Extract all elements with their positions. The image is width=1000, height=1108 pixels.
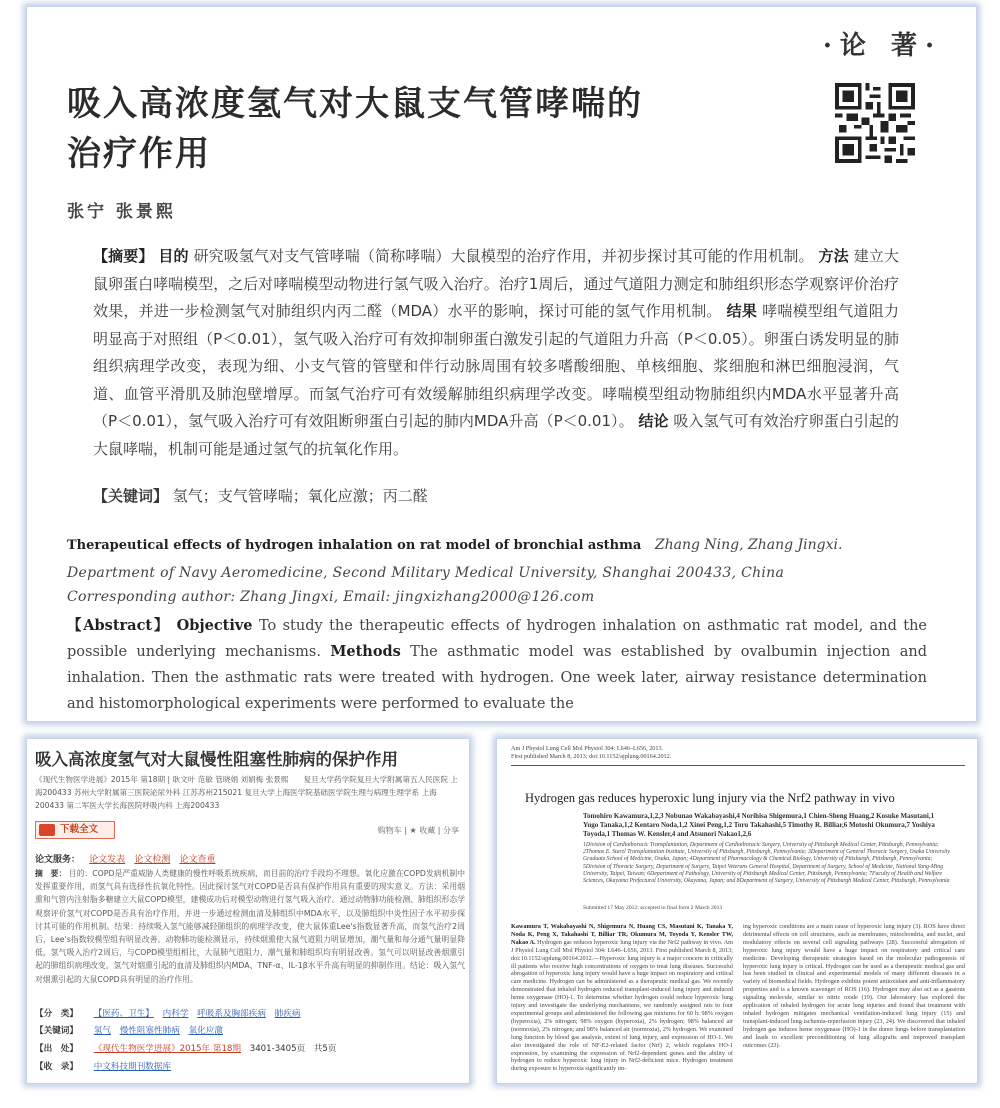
service-link[interactable]: 论文发表 [89,855,126,865]
indexed-row: 【收 录】 中文科技期刊数据库 [35,1062,172,1072]
submission-dates: Submitted 17 May 2012; accepted in final form 2 March 2013 [583,905,723,911]
english-title: Therapeutical effects of hydrogen inhalation on rat model of bronchial asthma Zhang Ning, Zhang Jingxi. [67,537,843,553]
action-tools[interactable]: 购物车 | ★ 收藏 | 分享 [377,826,459,835]
english-paper-page [496,738,978,1084]
paper-authors: Tomohiro Kawamura,1,2,3 Nobunao Wakabayashi,4 Norihisa Shigemura,1 Chien-Sheng Huang,2 Kosuke Masutani,1 Yugo Tanaka,1,2 Kentaro Noda,1,2 Xinei Peng,1,2 Toru Takahashi,5 Timothy R. Billiar,6 Motoshi Okumura,7 Yoshiya Toyoda,1 Thomas W. Kensler,4 and Atsunori Nakao1,2,6 [583,812,935,838]
header-divider [511,765,965,766]
paper-affiliations: 1Division of Cardiothoracic Transplantation, Department of Cardiothoracic Surgery, University of Pittsburgh Medical Center, Pittsburgh, Pennsylvania; 2Thomas E. Starzl Transplantation Institute, University of Pittsburgh, Pittsburgh, Pennsylvania; 3Department of General Thoracic Surgery, Osaka University Graduate School of Medicine, Osaka, Japan; 4Department of Pharmacology & Chemical Biology, University of Pittsburgh, Pittsburgh, Pennsylvania; 5Division of Thoracic Surgery, Department of Surgery, Taipei Veterans General Hospital, Department of Surgery, School of Medicine, National Yang-Ming University, Taipei, Taiwan; 6Department of Pathology, University of Pittsburgh Medical Center, Pittsburgh, Pennsylvania; 7Faculty of Health and Welfare Sciences, Okayama Prefectural University, Okayama, Japan; and 8Department of Surgery, University of Pittsburgh Medical Center, Pittsburgh, Pennsylvania [583,842,950,885]
english-corresponding-author: Corresponding author: Zhang Jingxi, Email: jingxizhang2000@126.com [67,589,595,605]
paper-authors: 张宁 张景熙 [67,202,176,222]
abstract-column: Kawamura T, Wakabayashi N, Shigemura N, Huang CS, Masutani K, Tanaka Y, Noda K, Peng X, Takahashi T, Billiar TR, Okumura M, Toyoda Y, Kensler TW, Nakao A. Hydrogen gas reduces hyperoxic lung injury via the Nrf2 pathway in vivo. Am J Physiol Lung Cell Mol Physiol 304: L646–L656, 2013. First published March 8, 2013; doi:10.1152/ajplung.00164.2012.—Hyperoxic lung injury is a major concern in critically ill patients who receive high concentrations of oxygen to treat lung diseases. Successful abrogation of hyperoxic lung injury would have a huge impact on respiratory and critical care medicine. Hydrogen can be administered as a therapeutic medical gas. We recently demonstrated that inhaled hydrogen reduced transplant-induced lung injury and induced heme oxygenase (HO)-1. To determine whether hydrogen could reduce hyperoxic lung injury and investigate the underlying mechanisms, we randomly assigned rats to four experimental groups and administered the following gas mixtures for 60 h: 98% oxygen (hyperoxia), 2% nitrogen; 98% oxygen (hyperoxia), 2% hydrogen; 98% balanced air (normoxia), 2% nitrogen; and 98% balanced air (normoxia), 2% hydrogen. We examined lung function by blood gas analysis, extent of lung injury, and expression of HO-1. We also investigated the role of NF-E2-related factor (Nrf) 2, which regulates HO-1 expression, by examining the expression of Nrf2-dependent genes and the ability of hydrogen to reduce hyperoxic lung injury in Nrf2-deficient mice. Hydrogen treatment during exposure to hyperoxia significantly im- [511,923,733,1073]
article-abstract: 摘 要： 目的：COPD是严重威胁人类健康的慢性呼吸系统疾病，而目前的治疗手段均不理想。氧化应激在COPD发病机制中发挥重要作用，而氢气具有选择性抗氧化特性。因此探讨氢气对COPD是否具有保护作用具有重要的现实意义。方法：采用烟熏和气管内注射脂多糖建立大鼠COPD模型，建模成功后对模型动物进行氢气吸入治疗。通过动物肺功能检测、肺组织形态学观察评价氢气对COPD是否具有治疗作用，并进一步通过检测血清及肺组织中MDA水平，以及肺组织中炎性因子水平初步探讨其可能的作用机制。结果：持续吸入氢气能够减轻肺组织的病理学改变，使大鼠体重Lee's指数显著升高，而氢气治疗2周后，Lee's指数较模型组有明显改善。动物肺功能检测显示，持续烟熏使大鼠气道阻力明显增加，潮气量和每分通气量明显降低，氢气吸入治疗2周后，与COPD模型组相比，大鼠肺气道阻力、潮气量和肺组织均有明显改善。氢气可以明显改善烟熏引起的肺组织病理改变。氢气对烟熏引起的血清及肺组织内MDA、TNF-α、IL-1β水平升高有明显的抑制作用。结论：吸入氢气对烟熏引起的大鼠COPD具有明显的治疗作用。 [35,869,465,984]
classification-row: 【分 类】 【医药、卫生】 内科学 呼吸系及胸部疾病 肺疾病 [35,1009,301,1019]
chinese-database-page [26,738,470,1084]
paper-title: 吸入高浓度氢气对大鼠支气管哮喘的 治疗作用 [67,84,643,174]
service-link[interactable]: 论文查重 [179,855,216,865]
service-link[interactable]: 论文检测 [134,855,171,865]
article-title: 吸入高浓度氢气对大鼠慢性阻塞性肺病的保护作用 [35,750,398,769]
chinese-abstract: 【摘要】 目的 研究吸氢气对支气管哮喘（简称哮喘）大鼠模型的治疗作用，并初步探讨其可能的作用机制。 方法 建立大鼠卵蛋白哮喘模型，之后对哮喘模型动物进行氢气吸入治疗。治疗1周后，通过气道阻力测定和肺组织形态学观察评价治疗效果，并进一步检测氢气对肺组织内丙二醛（MDA）水平的影响，探讨可能的氢气作用机制。 结果 哮喘模型组气道阻力明显高于对照组（P＜0.01），氢气吸入治疗可有效抑制卵蛋白激发引起的气道阻力升高（P＜0.05）。卵蛋白诱发明显的肺组织病理学改变，表现为细、小支气管的管壁和伴行动脉周围有较多嗜酸细胞、单核细胞、浆细胞和淋巴细胞浸润，气道、血管平滑肌及肺泡壁增厚。而氢气治疗可有效缓解肺组织病理学改变。哮喘模型组动物肺组织内MDA水平显著升高（P＜0.01），氢气吸入治疗可有效阻断卵蛋白引起的肺内MDA升高（P＜0.01）。 结论 吸入氢气可有效治疗卵蛋白引起的大鼠哮喘，机制可能是通过氢气的抗氧化作用。 [93,247,899,458]
download-button[interactable]: 下载全文 [35,821,115,839]
pdf-icon [39,824,55,836]
keywords-row: 【关键词】 氢气 慢性阻塞性肺病 氧化应激 [35,1026,223,1036]
scanned-paper-page [26,6,977,722]
paper-services: 论文服务： 论文发表 论文检测 论文查重 [35,855,216,865]
chinese-keywords: 【关键词】 氢气；支气管哮喘；氧化应激；丙二醛 [93,487,428,505]
article-meta: 《现代生物医学进展》2015年 第18期 | 耿文叶 范敏 管晓娟 刘娟梅 张景熙 复旦大学药学院复旦大学附属第五人民医院 上海200433 苏州大学附属第三医院泌尿外科 江苏苏州215021 复旦大学上海医学院基础医学院生理与病理生理学系 上海200433 第二军医大学长海医院呼吸内科 上海200433 [35,775,458,810]
english-authors: Zhang Ning, Zhang Jingxi. [654,537,843,553]
qr-code-icon [835,83,915,163]
section-label: ·论 著· [822,31,942,61]
english-affiliation: Department of Navy Aeromedicine, Second Military Medical University, Shanghai 200433, China [67,565,785,581]
source-row: 【出 处】 《现代生物医学进展》2015年 第18期 3401-3405页 共5页 [35,1044,337,1054]
intro-column: ing hyperoxic conditions are a main cause of hyperoxic lung injury (3). ROS have direct detrimental effects on cell structures, such as membranes, mitochondria, and nuclei, and modulatory effects on several cell signaling pathways (28). Successful abrogation of hyperoxic lung injury would have a huge impact on respiratory and critical care medicine. Developing therapeutic strategies based on the molecular pathogenesis of hyperoxic lung injury is critical. Hydrogen can be used as a therapeutic medical gas and has been studied in clinical and experimental models of many different diseases in a variety of biomedical fields. Hydrogen exhibits potent antioxidant and anti-inflammatory properties and is a known scavenger of ROS (16). Hydrogen may also act as a gaseous signaling molecule, similar to nitric oxide (19). Our laboratory has explored the application of inhaled hydrogen for acute lung injuries and found that treatment with inhaled hydrogen mitigates mechanical ventilation-induced lung injury (15) and transplant-induced lung ischemia-reperfusion injury (23, 24). We discovered that inhaled hydrogen gas induces heme oxygenase (HO)-1 in the donor lungs before transplantation and leads to excellent preconditioning of lung allografts and improved transplant outcomes (23). [743,923,965,1049]
journal-header: Am J Physiol Lung Cell Mol Physiol 304: L646–L656, 2013. First published March 8, 2013; doi:10.1152/ajplung.00164.2012. [511,745,672,760]
paper-title: Hydrogen gas reduces hyperoxic lung injury via the Nrf2 pathway in vivo [525,791,895,805]
english-abstract: 【Abstract】 Objective To study the therapeutic effects of hydrogen inhalation on asthmatic rat model, and the possible underlying mechanisms. Methods The asthmatic model was established by ovalbumin injection and inhalation. Then the asthmatic rats were treated with hydrogen. One week later, airway resistance determination and histomorphological experiments were performed to evaluate the [67,617,928,712]
